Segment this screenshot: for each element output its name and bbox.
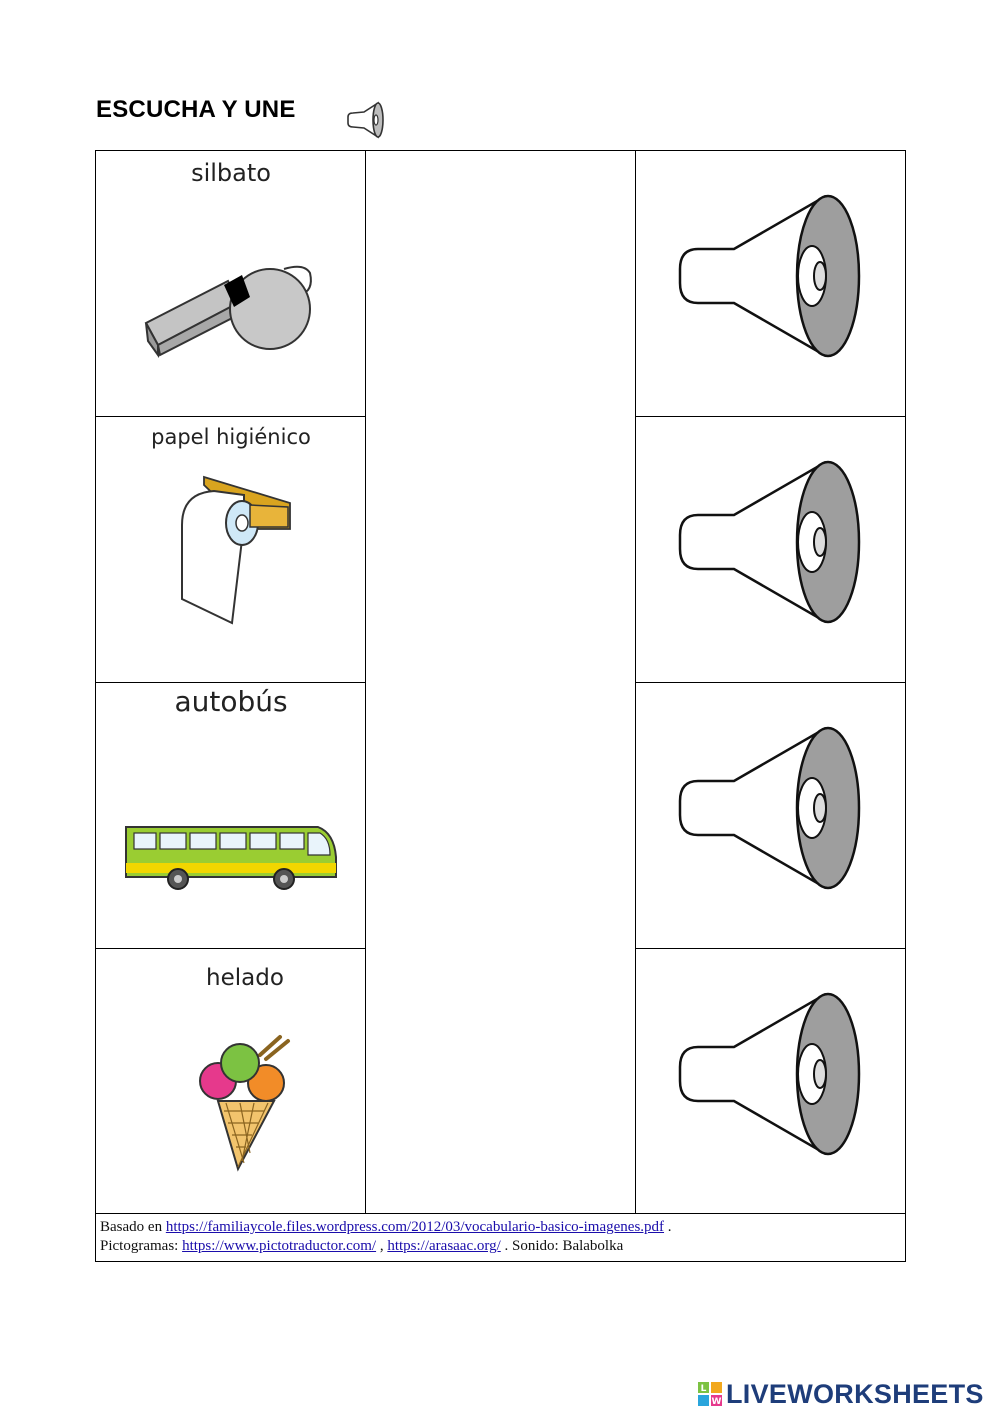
audio-card-2[interactable] <box>636 417 905 683</box>
audio-card-3[interactable] <box>636 683 905 949</box>
pictotraductor-link[interactable]: https://www.pictotraductor.com/ <box>182 1238 377 1254</box>
speaker-icon[interactable] <box>678 723 863 893</box>
credits-footer <box>95 1213 906 1262</box>
word-card-silbato[interactable] <box>96 151 366 417</box>
speaker-icon[interactable] <box>344 100 386 140</box>
speaker-icon[interactable] <box>678 191 863 361</box>
source-link[interactable]: https://familiaycole.files.wordpress.com/2012/03/vocabulario-basico-imagenes.pdf <box>165 1219 665 1235</box>
credits-text: Basado en <box>100 1219 163 1235</box>
worksheet-title: ESCUCHA Y UNE <box>96 96 296 123</box>
ice-cream-picture <box>194 1033 298 1173</box>
logo-letter: W <box>711 1397 722 1407</box>
credits-text: Pictogramas: <box>100 1238 179 1254</box>
word-label: autobús <box>174 685 288 718</box>
bus-picture <box>122 823 338 893</box>
audio-card-1[interactable] <box>636 151 905 417</box>
speaker-icon[interactable] <box>678 989 863 1159</box>
liveworksheets-logo-icon <box>697 1381 723 1407</box>
credits-line-2 <box>100 1237 901 1256</box>
liveworksheets-logo-text: LIVEWORKSHEETS <box>726 1378 984 1409</box>
credits-line-1 <box>100 1218 901 1237</box>
logo-letter: L <box>700 1384 707 1394</box>
toilet-paper-picture <box>174 473 294 633</box>
whistle-picture <box>144 251 316 359</box>
matching-grid <box>95 150 906 1214</box>
credits-text: , <box>379 1238 384 1254</box>
credits-text: . Sonido: Balabolka <box>504 1238 624 1254</box>
word-label: helado <box>206 965 284 991</box>
word-card-papel-higienico[interactable] <box>96 417 366 683</box>
word-label: papel higiénico <box>151 425 311 449</box>
word-card-autobus[interactable] <box>96 683 366 949</box>
matching-area[interactable] <box>366 151 636 1213</box>
arasaac-link[interactable]: https://arasaac.org/ <box>387 1238 501 1254</box>
word-label: silbato <box>191 159 271 187</box>
liveworksheets-logo[interactable] <box>697 1378 984 1410</box>
word-card-helado[interactable] <box>96 949 366 1213</box>
audio-card-4[interactable] <box>636 949 905 1213</box>
speaker-icon[interactable] <box>678 457 863 627</box>
credits-text: . <box>667 1219 672 1235</box>
